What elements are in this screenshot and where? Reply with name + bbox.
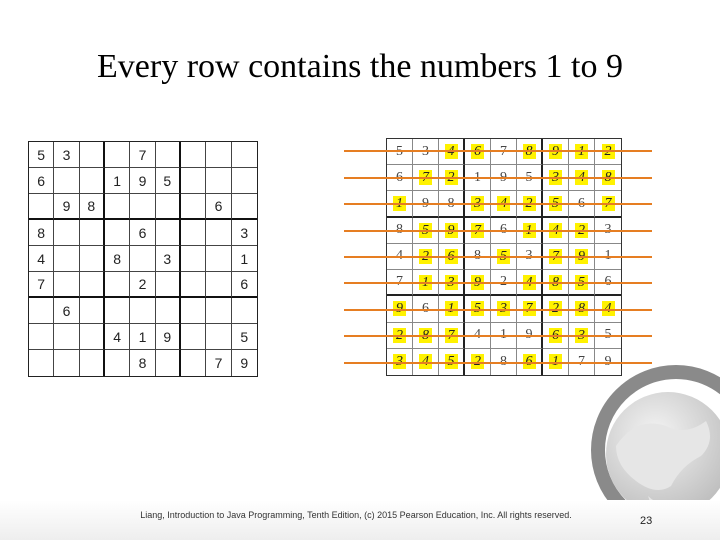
puzzle-cell (156, 298, 181, 324)
puzzle-cell (206, 246, 231, 272)
puzzle-cell: 6 (29, 168, 54, 194)
puzzle-cell: 8 (29, 220, 54, 246)
puzzle-cell (54, 220, 79, 246)
sudoku-puzzle-grid (28, 141, 258, 377)
puzzle-cell (80, 142, 105, 168)
puzzle-cell (54, 350, 79, 376)
puzzle-cell (54, 246, 79, 272)
puzzle-cell (54, 272, 79, 298)
puzzle-cell (105, 298, 130, 324)
puzzle-cell (206, 220, 231, 246)
puzzle-cell (29, 324, 54, 350)
puzzle-cell: 9 (54, 194, 79, 220)
puzzle-cell (181, 194, 206, 220)
puzzle-cell: 9 (130, 168, 155, 194)
puzzle-cell (181, 298, 206, 324)
puzzle-cell (156, 220, 181, 246)
row-line (344, 256, 652, 258)
puzzle-cell (232, 168, 257, 194)
puzzle-cell (105, 142, 130, 168)
puzzle-cell: 5 (232, 324, 257, 350)
puzzle-cell (156, 142, 181, 168)
puzzle-cell (54, 168, 79, 194)
puzzle-cell: 6 (232, 272, 257, 298)
puzzle-cell (181, 142, 206, 168)
puzzle-cell (29, 194, 54, 220)
puzzle-cell (105, 350, 130, 376)
puzzle-cell: 7 (206, 350, 231, 376)
puzzle-cell: 2 (130, 272, 155, 298)
puzzle-cell (80, 220, 105, 246)
puzzle-cell: 7 (29, 272, 54, 298)
puzzle-cell (80, 272, 105, 298)
puzzle-cell (206, 272, 231, 298)
puzzle-cell (156, 272, 181, 298)
puzzle-cell: 8 (105, 246, 130, 272)
puzzle-cell (29, 298, 54, 324)
puzzle-cell (105, 220, 130, 246)
puzzle-cell: 3 (232, 220, 257, 246)
puzzle-cell (156, 194, 181, 220)
puzzle-cell (80, 350, 105, 376)
puzzle-cell (181, 350, 206, 376)
puzzle-cell (181, 220, 206, 246)
puzzle-cell (181, 246, 206, 272)
puzzle-cell: 4 (29, 246, 54, 272)
slide-title: Every row contains the numbers 1 to 9 (97, 48, 623, 85)
puzzle-cell: 8 (130, 350, 155, 376)
puzzle-cell (232, 194, 257, 220)
puzzle-cell (232, 142, 257, 168)
puzzle-cell (206, 324, 231, 350)
puzzle-cell: 5 (29, 142, 54, 168)
puzzle-cell: 6 (206, 194, 231, 220)
page-number: 23 (640, 515, 653, 527)
puzzle-cell (54, 324, 79, 350)
puzzle-cell (206, 168, 231, 194)
puzzle-cell: 9 (156, 324, 181, 350)
puzzle-cell (130, 246, 155, 272)
puzzle-cell (156, 350, 181, 376)
puzzle-cell (80, 324, 105, 350)
puzzle-cell (130, 298, 155, 324)
puzzle-cell: 4 (105, 324, 130, 350)
row-line (344, 282, 652, 284)
puzzle-cell (80, 246, 105, 272)
row-line (344, 177, 652, 179)
puzzle-cell: 1 (130, 324, 155, 350)
puzzle-cell (181, 168, 206, 194)
puzzle-cell: 8 (80, 194, 105, 220)
row-line (344, 150, 652, 152)
puzzle-cell: 5 (156, 168, 181, 194)
puzzle-cell: 3 (156, 246, 181, 272)
puzzle-cell (105, 194, 130, 220)
row-line (344, 335, 652, 337)
puzzle-cell (181, 272, 206, 298)
puzzle-cell (29, 350, 54, 376)
puzzle-cell (181, 324, 206, 350)
puzzle-cell (232, 298, 257, 324)
puzzle-cell (80, 298, 105, 324)
puzzle-cell: 6 (130, 220, 155, 246)
row-line (344, 309, 652, 311)
puzzle-cell (206, 142, 231, 168)
puzzle-cell (80, 168, 105, 194)
puzzle-cell: 7 (130, 142, 155, 168)
puzzle-cell (130, 194, 155, 220)
row-line (344, 203, 652, 205)
puzzle-cell (206, 298, 231, 324)
footer-citation: Liang, Introduction to Java Programming, Tenth Edition, (c) 2015 Pearson Education, Inc. All rights reserved. (140, 510, 572, 520)
puzzle-cell: 9 (240, 355, 249, 371)
row-line (344, 230, 652, 232)
puzzle-cell: 3 (54, 142, 79, 168)
puzzle-cell: 6 (54, 298, 79, 324)
puzzle-cell: 1 (105, 168, 130, 194)
puzzle-cell: 1 (232, 246, 257, 272)
puzzle-cell (105, 272, 130, 298)
